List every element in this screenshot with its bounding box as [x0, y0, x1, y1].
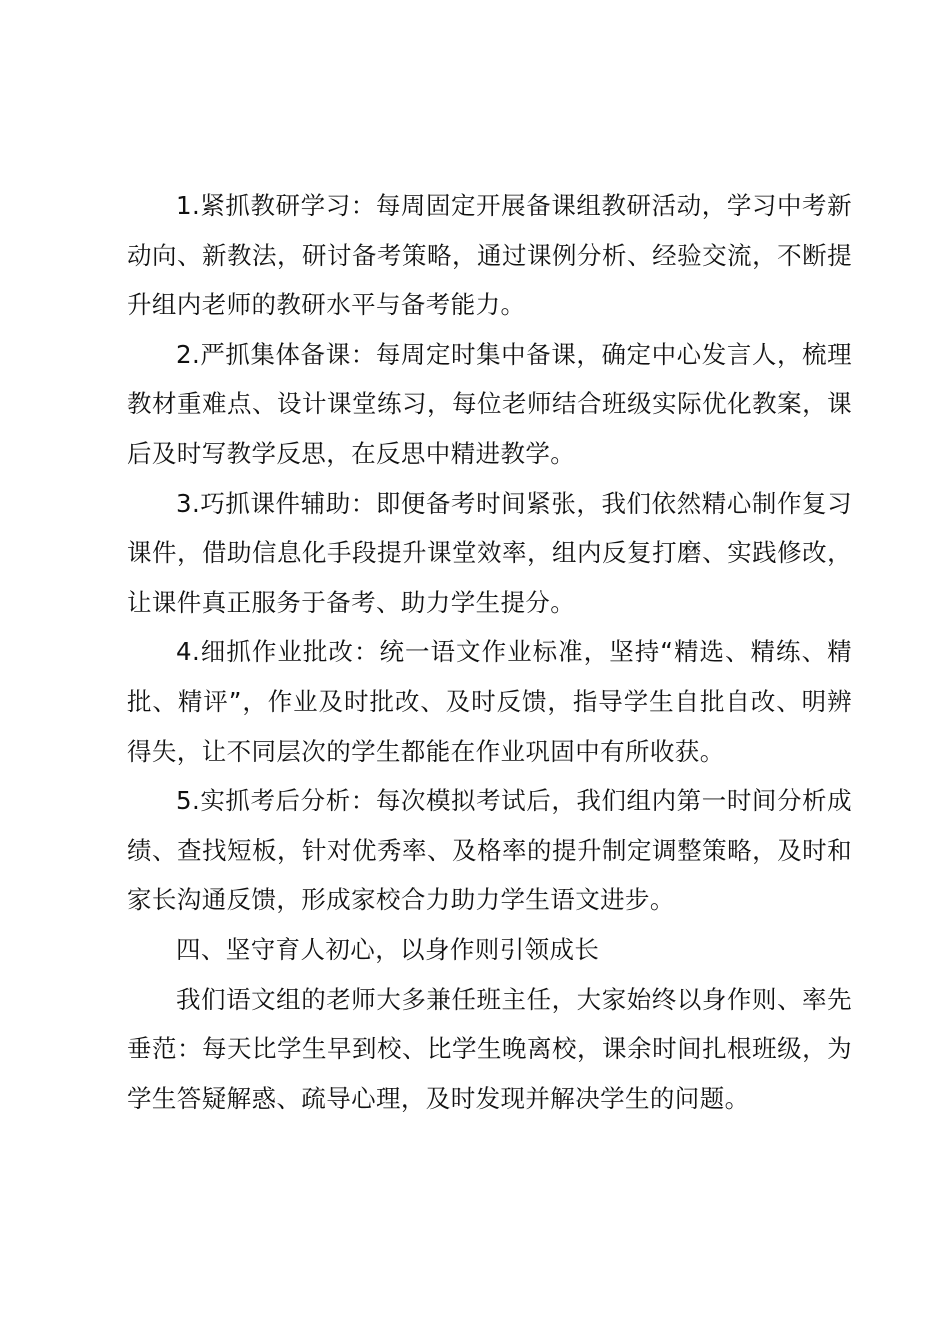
document-body — [127, 181, 852, 1123]
section-heading: 四、坚守育人初心，以身作则引领成长 — [176, 934, 600, 964]
paragraph-teaching-research: 1.紧抓教研学习：每周固定开展备课组教研活动，学习中考新动向、新教法，研讨备考策略，通过课例分析、经验交流，不断提升组内老师的教研水平与备考能力。 — [127, 191, 852, 320]
paragraph-exam-analysis: 5.实抓考后分析：每次模拟考试后，我们组内第一时间分析成绩、查找短板，针对优秀率、及格率的提升制定调整策略，及时和家长沟通反馈，形成家校合力助力学生语文进步。 — [127, 786, 852, 915]
paragraph-collective-lesson-prep: 2.严抓集体备课：每周定时集中备课，确定中心发言人，梳理教材重难点、设计课堂练习，每位老师结合班级实际优化教案，课后及时写教学反思，在反思中精进教学。 — [127, 339, 852, 468]
paragraph-homework-grading: 4.细抓作业批改：统一语文作业标准，坚持“精选、精练、精批、精评”，作业及时批改、及时反馈，指导学生自批自改、明辨得失，让不同层次的学生都能在作业巩固中有所收获。 — [127, 637, 852, 766]
paragraph-courseware: 3.巧抓课件辅助：即便备考时间紧张，我们依然精心制作复习课件，借助信息化手段提升课堂效率，组内反复打磨、实践修改，让课件真正服务于备考、助力学生提分。 — [127, 488, 852, 617]
paragraph-lead-by-example: 我们语文组的老师大多兼任班主任，大家始终以身作则、率先垂范：每天比学生早到校、比学生晚离校，课余时间扎根班级，为学生答疑解惑、疏导心理，及时发现并解决学生的问题。 — [127, 984, 852, 1113]
